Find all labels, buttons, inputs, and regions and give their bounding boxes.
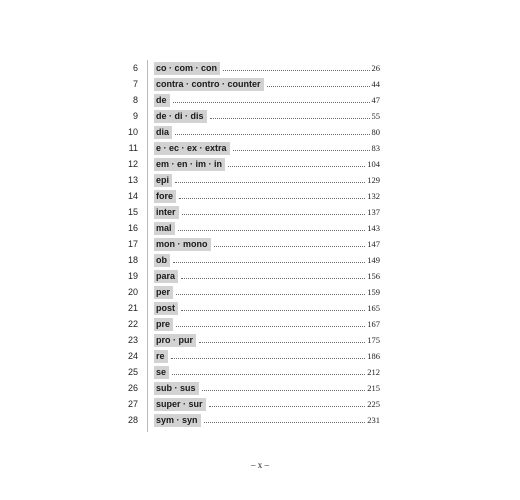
dot-leader [204,422,366,423]
prefix-label: e · ec · ex · extra [154,142,230,155]
chapter-number: 28 [127,415,138,425]
dot-leader [199,342,365,343]
chapter-number: 26 [127,383,138,393]
page-number: 44 [371,79,380,89]
prefix-label: contra · contro · counter [154,78,264,91]
toc-entry-line [154,108,380,124]
dot-leader [228,166,365,167]
prefix-label: se [154,366,169,379]
toc-entry-line [154,364,380,380]
toc-entry-line [154,156,380,172]
toc-entry-line [154,172,380,188]
dot-leader [176,294,365,295]
dot-leader [233,150,370,151]
toc-entry[interactable] [116,124,380,140]
dot-leader [173,102,370,103]
prefix-label: epi [154,174,172,187]
prefix-label: re [154,350,168,363]
prefix-label: sym · syn [154,414,201,427]
page-number: 147 [367,239,380,249]
dot-leader [223,70,369,71]
dot-leader [181,278,365,279]
chapter-number: 22 [127,319,138,329]
prefix-label: para [154,270,178,283]
prefix-label: post [154,302,178,315]
toc-entry[interactable] [116,108,380,124]
dot-leader [179,198,365,199]
page-folio: – x – [251,460,269,470]
page-number: 186 [367,351,380,361]
toc-entry[interactable] [116,76,380,92]
prefix-label: ob [154,254,170,267]
page-number: 149 [367,255,380,265]
chapter-number: 15 [127,207,138,217]
toc-entry[interactable] [116,412,380,428]
prefix-label: mon · mono [154,238,211,251]
toc-entry-line [154,284,380,300]
toc-entry[interactable] [116,172,380,188]
chapter-number: 14 [127,191,138,201]
page-number: 55 [371,111,380,121]
toc-entry-line [154,124,380,140]
dot-leader [182,214,366,215]
toc-entry[interactable] [116,396,380,412]
dot-leader [171,358,366,359]
prefix-label: inter [154,206,179,219]
toc-entry[interactable] [116,348,380,364]
chapter-number: 13 [127,175,138,185]
page-number: 132 [367,191,380,201]
page-number: 47 [371,95,380,105]
toc-entry-line [154,412,380,428]
chapter-number: 17 [127,239,138,249]
page-number: 167 [367,319,380,329]
table-of-contents [116,60,380,428]
toc-entry-line [154,204,380,220]
toc-entry[interactable] [116,60,380,76]
prefix-label: sub · sus [154,382,199,395]
dot-leader [172,374,365,375]
toc-entry[interactable] [116,332,380,348]
toc-entry-line [154,76,380,92]
toc-entry-line [154,300,380,316]
toc-entry-line [154,316,380,332]
prefix-label: pre [154,318,173,331]
page-number: 165 [367,303,380,313]
page-number: 231 [367,415,380,425]
dot-leader [178,230,366,231]
prefix-label: dia [154,126,172,139]
prefix-label: fore [154,190,176,203]
prefix-label: mal [154,222,175,235]
toc-entry-line [154,220,380,236]
chapter-number: 21 [127,303,138,313]
chapter-number: 8 [132,95,138,105]
page-number: 104 [367,159,380,169]
page-number: 225 [367,399,380,409]
page-number: 159 [367,287,380,297]
chapter-number: 7 [132,79,138,89]
chapter-number: 6 [132,63,138,73]
prefix-label: co · com · con [154,62,220,75]
dot-leader [214,246,366,247]
dot-leader [175,182,365,183]
dot-leader [175,134,369,135]
toc-entry-line [154,188,380,204]
chapter-number: 25 [127,367,138,377]
prefix-label: per [154,286,173,299]
toc-entry-line [154,380,380,396]
toc-entry-line [154,92,380,108]
toc-entry-line [154,60,380,76]
toc-entry[interactable] [116,220,380,236]
toc-entry[interactable] [116,236,380,252]
dot-leader [267,86,370,87]
toc-entry[interactable] [116,156,380,172]
prefix-label: em · en · im · in [154,158,225,171]
prefix-label: de · di · dis [154,110,207,123]
page-number: 137 [367,207,380,217]
toc-entry[interactable] [116,380,380,396]
page-number: 156 [367,271,380,281]
prefix-label: de [154,94,170,107]
toc-entry-line [154,396,380,412]
toc-entry[interactable] [116,364,380,380]
toc-entry[interactable] [116,284,380,300]
chapter-number: 16 [127,223,138,233]
toc-entry[interactable] [116,268,380,284]
dot-leader [176,326,365,327]
dot-leader [209,406,366,407]
toc-entry-line [154,332,380,348]
chapter-number: 12 [127,159,138,169]
page-number: 129 [367,175,380,185]
dot-leader [173,262,365,263]
toc-entry-line [154,268,380,284]
page-number: 143 [367,223,380,233]
page-number: 83 [371,143,380,153]
page-number: 80 [371,127,380,137]
toc-entry-line [154,140,380,156]
chapter-number: 11 [128,143,138,153]
page-number: 175 [367,335,380,345]
page-number: 215 [367,383,380,393]
toc-entry[interactable] [116,140,380,156]
chapter-number: 24 [127,351,138,361]
toc-entry[interactable] [116,204,380,220]
toc-entry-line [154,236,380,252]
dot-leader [202,390,366,391]
page-number: 26 [371,63,380,73]
toc-entry[interactable] [116,252,380,268]
prefix-label: super · sur [154,398,206,411]
chapter-number: 18 [127,255,138,265]
prefix-label: pro · pur [154,334,196,347]
toc-entry[interactable] [116,316,380,332]
chapter-number: 23 [127,335,138,345]
toc-entry[interactable] [116,92,380,108]
chapter-number: 10 [127,127,138,137]
chapter-number: 27 [127,399,138,409]
chapter-number: 9 [132,111,138,121]
toc-entry-line [154,252,380,268]
chapter-number: 20 [127,287,138,297]
toc-entry-line [154,348,380,364]
toc-entry[interactable] [116,188,380,204]
page-number: 212 [367,367,380,377]
dot-leader [181,310,365,311]
toc-entry[interactable] [116,300,380,316]
chapter-number: 19 [127,271,138,281]
dot-leader [210,118,370,119]
